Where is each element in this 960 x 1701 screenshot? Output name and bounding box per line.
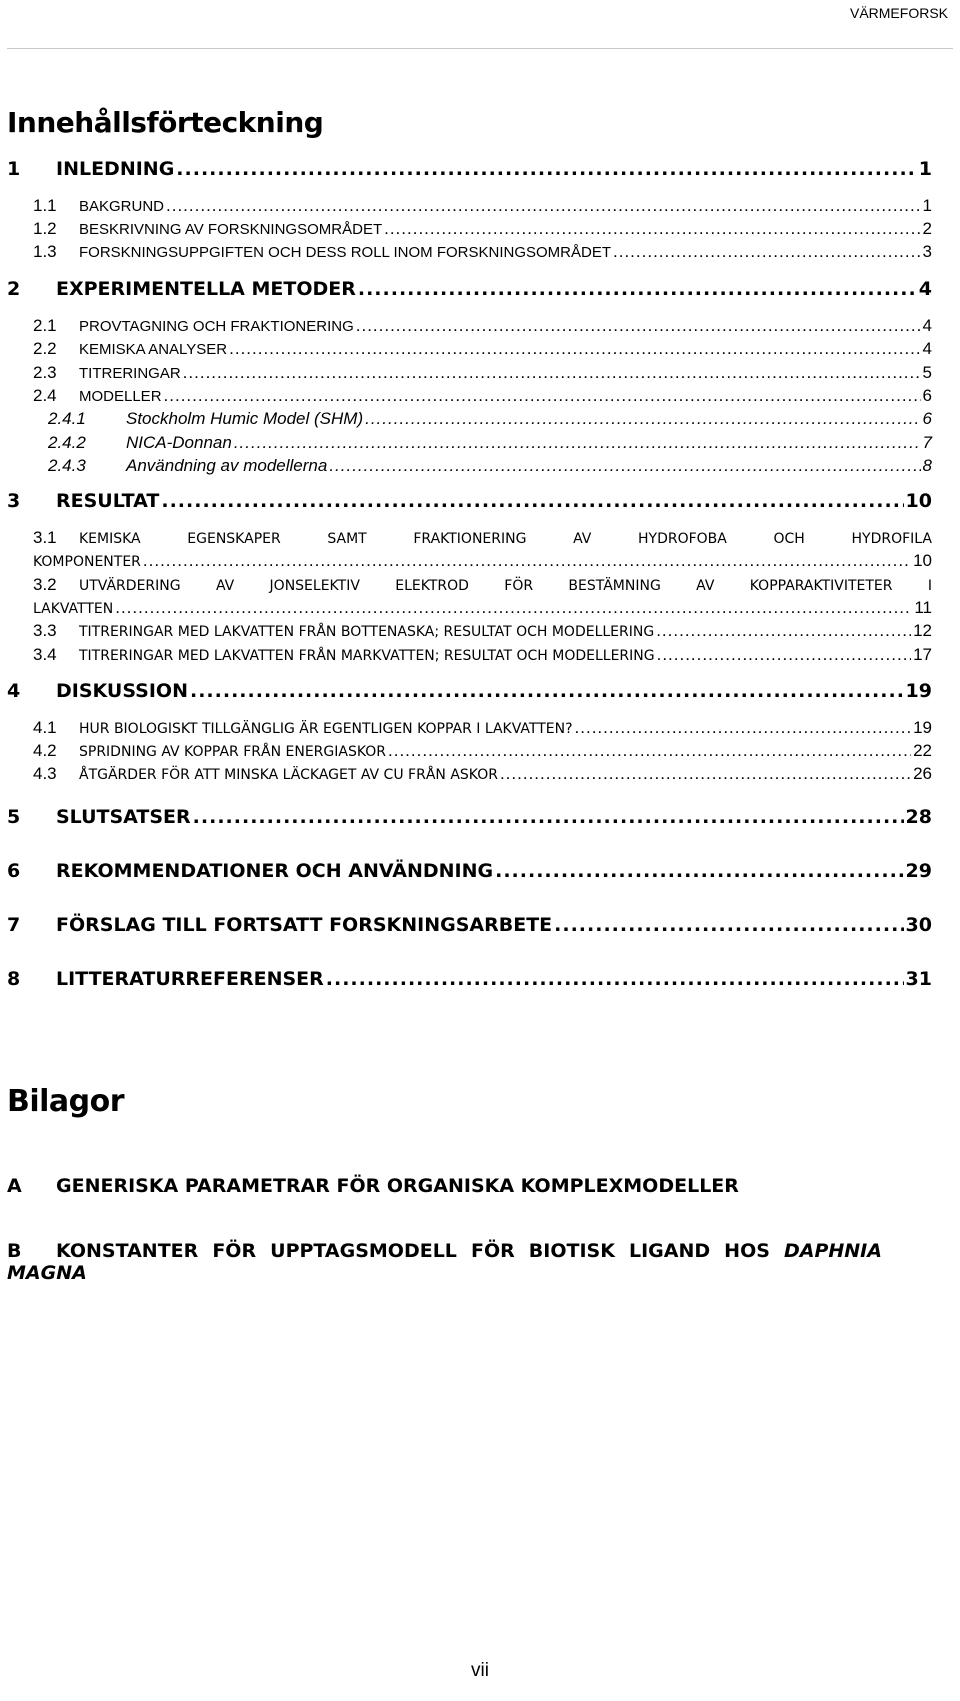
toc-title-word: I bbox=[927, 578, 932, 594]
toc-entry-2-4-2[interactable] bbox=[48, 433, 932, 453]
appendix-title-word: FÖR bbox=[470, 1240, 515, 1262]
toc-leader bbox=[356, 316, 921, 336]
appendix-a[interactable] bbox=[7, 1175, 882, 1197]
toc-title: BESKRIVNING AV FORSKNINGSOMRÅDET bbox=[79, 221, 383, 238]
toc-num: 4.2 bbox=[33, 741, 57, 760]
toc-leader bbox=[234, 433, 921, 453]
toc-leader bbox=[164, 386, 921, 406]
toc-num: 3.4 bbox=[33, 645, 57, 664]
toc-entry-2-1[interactable] bbox=[33, 316, 932, 336]
toc-page: 29 bbox=[905, 860, 932, 882]
header-label: VÄRMEFORSK bbox=[849, 5, 948, 21]
appendix-num: B bbox=[7, 1240, 22, 1262]
toc-title-word: AV bbox=[696, 578, 715, 594]
toc-title-word: BESTÄMNING bbox=[568, 578, 661, 594]
toc-page: 26 bbox=[913, 764, 932, 783]
toc-title-word: HYDROFOBA bbox=[638, 531, 727, 547]
toc-title: HUR BIOLOGISKT TILLGÄNGLIG ÄR EGENTLIGEN KOPPAR I LAKVATTEN? bbox=[79, 721, 573, 737]
toc-page: 4 bbox=[922, 339, 932, 358]
appendix-title-word: KONSTANTER bbox=[56, 1240, 199, 1262]
toc-leader bbox=[365, 409, 920, 429]
toc-title: INLEDNING bbox=[56, 158, 175, 180]
toc-title: BAKGRUND bbox=[79, 198, 165, 215]
toc-entry-2-4-3[interactable] bbox=[48, 456, 932, 476]
toc-title: Stockholm Humic Model (SHM) bbox=[126, 409, 364, 428]
toc-entry-1[interactable] bbox=[7, 158, 932, 180]
appendix-title bbox=[56, 1240, 882, 1262]
toc-entry-5[interactable] bbox=[7, 806, 932, 828]
toc-title: FORSKNINGSUPPGIFTEN OCH DESS ROLL INOM FORSKNINGSOMRÅDET bbox=[79, 244, 612, 261]
appendix-title-word: UPPTAGSMODELL bbox=[270, 1240, 457, 1262]
toc-page: 1 bbox=[922, 196, 932, 215]
toc-page: 10 bbox=[913, 551, 932, 570]
appendix-title-word: BIOTISK bbox=[528, 1240, 615, 1262]
toc-num: 3.1 bbox=[33, 528, 57, 547]
toc-num: 2.4.2 bbox=[48, 433, 86, 452]
toc-page: 5 bbox=[922, 363, 932, 382]
toc-page: 17 bbox=[913, 645, 932, 664]
toc-heading: Innehållsförteckning bbox=[7, 106, 324, 139]
toc-page: 31 bbox=[905, 968, 932, 990]
toc-page: 8 bbox=[922, 456, 932, 475]
toc-title-word: OCH bbox=[773, 531, 805, 547]
toc-num: 3.3 bbox=[33, 621, 57, 640]
toc-title-word: AV bbox=[215, 578, 235, 594]
toc-leader bbox=[329, 456, 920, 476]
toc-num: 2.4 bbox=[33, 386, 57, 405]
toc-leader bbox=[115, 598, 912, 618]
toc-page: 19 bbox=[913, 718, 932, 737]
toc-title-word: AV bbox=[573, 531, 592, 547]
toc-page: 1 bbox=[918, 158, 932, 180]
toc-title-line2: KOMPONENTER bbox=[33, 554, 141, 570]
toc-num: 2.3 bbox=[33, 363, 57, 382]
toc-num: 2.2 bbox=[33, 339, 57, 358]
toc-title-word: SAMT bbox=[327, 531, 367, 547]
toc-entry-6[interactable] bbox=[7, 860, 932, 882]
toc-entry-4-2[interactable] bbox=[33, 741, 932, 761]
toc-leader bbox=[388, 741, 911, 761]
toc-num: 4.1 bbox=[33, 718, 57, 737]
toc-num: 2.4.3 bbox=[48, 456, 86, 475]
toc-num: 4.3 bbox=[33, 764, 57, 783]
toc-num: 4 bbox=[7, 680, 21, 702]
toc-num: 1.1 bbox=[33, 196, 57, 215]
toc-page: 19 bbox=[905, 680, 932, 702]
toc-num: 5 bbox=[7, 806, 21, 828]
toc-leader bbox=[143, 551, 911, 571]
toc-page: 7 bbox=[922, 433, 932, 452]
toc-leader bbox=[657, 645, 911, 665]
toc-entry-3-1-cont[interactable] bbox=[33, 551, 932, 571]
toc-entry-2-3[interactable] bbox=[33, 363, 932, 383]
toc-title: EXPERIMENTELLA METODER bbox=[56, 278, 356, 300]
toc-page: 11 bbox=[914, 598, 932, 617]
toc-num: 1.3 bbox=[33, 242, 57, 261]
toc-num: 2.1 bbox=[33, 316, 57, 335]
toc-leader bbox=[183, 363, 921, 383]
toc-num: 8 bbox=[7, 968, 21, 990]
toc-leader bbox=[500, 764, 911, 784]
appendices-heading: Bilagor bbox=[7, 1084, 125, 1119]
toc-entry-2-2[interactable] bbox=[33, 339, 932, 359]
toc-page: 12 bbox=[913, 621, 932, 640]
toc-entry-1-2[interactable] bbox=[33, 219, 932, 239]
toc-leader bbox=[358, 278, 917, 300]
toc-title: LITTERATURREFERENSER bbox=[56, 968, 324, 990]
toc-leader bbox=[384, 219, 920, 239]
toc-leader bbox=[575, 718, 912, 738]
toc-leader bbox=[166, 196, 921, 216]
toc-title: RESULTAT bbox=[56, 490, 160, 512]
toc-page: 4 bbox=[922, 316, 932, 335]
toc-leader bbox=[161, 490, 903, 512]
toc-title-line1 bbox=[79, 531, 932, 547]
toc-entry-3[interactable] bbox=[7, 490, 932, 512]
toc-page: 10 bbox=[905, 490, 932, 512]
toc-leader bbox=[613, 242, 921, 262]
toc-title-word: FÖR bbox=[504, 578, 534, 594]
toc-num: 6 bbox=[7, 860, 21, 882]
toc-entry-4-3[interactable] bbox=[33, 764, 932, 784]
toc-entry-3-2[interactable] bbox=[33, 575, 932, 595]
toc-entry-4[interactable] bbox=[7, 680, 932, 702]
toc-title: NICA-Donnan bbox=[126, 433, 232, 452]
toc-num: 7 bbox=[7, 914, 21, 936]
appendix-b-line1 bbox=[7, 1240, 882, 1262]
toc-entry-1-3[interactable] bbox=[33, 242, 932, 262]
header-rule bbox=[7, 48, 953, 49]
toc-title: ÅTGÄRDER FÖR ATT MINSKA LÄCKAGET AV CU FRÅN ASKOR bbox=[79, 767, 498, 783]
toc-title: SPRIDNING AV KOPPAR FRÅN ENERGIASKOR bbox=[79, 744, 387, 760]
toc-title: DISKUSSION bbox=[56, 680, 188, 702]
toc-num: 1 bbox=[7, 158, 21, 180]
toc-title-line1 bbox=[79, 578, 932, 594]
appendix-num: A bbox=[7, 1175, 22, 1197]
toc-num: 3 bbox=[7, 490, 21, 512]
toc-title-word: HYDROFILA bbox=[851, 531, 932, 547]
appendix-title-italic: DAPHNIA bbox=[783, 1240, 882, 1262]
toc-title: FÖRSLAG TILL FORTSATT FORSKNINGSARBETE bbox=[56, 914, 553, 936]
toc-title-word: KEMISKA bbox=[79, 531, 141, 547]
toc-title-word: JONSELEKTIV bbox=[269, 578, 360, 594]
toc-page: 22 bbox=[913, 741, 932, 760]
toc-entry-4-1[interactable] bbox=[33, 718, 932, 738]
toc-title: TITRERINGAR bbox=[79, 365, 181, 382]
toc-leader bbox=[229, 339, 920, 359]
toc-leader bbox=[656, 621, 911, 641]
toc-leader bbox=[190, 680, 904, 702]
toc-leader bbox=[554, 914, 903, 936]
toc-entry-3-2-cont[interactable] bbox=[33, 598, 932, 618]
appendix-title-word: LIGAND bbox=[628, 1240, 711, 1262]
toc-title: Användning av modellerna bbox=[126, 456, 328, 475]
appendix-title-word: FÖR bbox=[212, 1240, 257, 1262]
appendix-title-word: HOS bbox=[724, 1240, 770, 1262]
toc-page: 6 bbox=[922, 386, 932, 405]
appendix-title: GENERISKA PARAMETRAR FÖR ORGANISKA KOMPLEXMODELLER bbox=[56, 1175, 739, 1197]
toc-title-line2: LAKVATTEN bbox=[33, 601, 114, 617]
appendix-b-line2 bbox=[7, 1262, 882, 1284]
toc-page: 3 bbox=[922, 242, 932, 261]
toc-page: 6 bbox=[922, 409, 932, 428]
toc-title-word: FRAKTIONERING bbox=[413, 531, 527, 547]
toc-entry-2-4-1[interactable] bbox=[48, 409, 932, 429]
toc-leader bbox=[193, 806, 904, 828]
toc-page: 28 bbox=[905, 806, 932, 828]
toc-entry-2[interactable] bbox=[7, 278, 932, 300]
toc-title-word: UTVÄRDERING bbox=[79, 578, 181, 594]
toc-leader bbox=[495, 860, 903, 882]
toc-leader bbox=[176, 158, 916, 180]
toc-num: 2 bbox=[7, 278, 21, 300]
toc-entry-7[interactable] bbox=[7, 914, 932, 936]
toc-page: 30 bbox=[905, 914, 932, 936]
toc-title-word: ELEKTROD bbox=[395, 578, 469, 594]
toc-num: 3.2 bbox=[33, 575, 57, 594]
toc-entry-2-4[interactable] bbox=[33, 386, 932, 406]
toc-page: 4 bbox=[918, 278, 932, 300]
toc-title: TITRERINGAR MED LAKVATTEN FRÅN BOTTENASKA; RESULTAT OCH MODELLERING bbox=[79, 624, 655, 640]
toc-title: PROVTAGNING OCH FRAKTIONERING bbox=[79, 318, 354, 335]
toc-entry-3-1[interactable] bbox=[33, 528, 932, 548]
toc-title-word: EGENSKAPER bbox=[187, 531, 281, 547]
toc-title: SLUTSATSER bbox=[56, 806, 191, 828]
toc-title: REKOMMENDATIONER OCH ANVÄNDNING bbox=[56, 860, 494, 882]
toc-title-word: KOPPARAKTIVITETER bbox=[749, 578, 893, 594]
toc-entry-3-4[interactable] bbox=[33, 645, 932, 665]
toc-leader bbox=[326, 968, 904, 990]
toc-title: KEMISKA ANALYSER bbox=[79, 341, 228, 358]
toc-title: TITRERINGAR MED LAKVATTEN FRÅN MARKVATTEN; RESULTAT OCH MODELLERING bbox=[79, 648, 655, 664]
toc-page: 2 bbox=[922, 219, 932, 238]
appendix-b[interactable] bbox=[7, 1240, 882, 1284]
toc-num: 1.2 bbox=[33, 219, 57, 238]
appendix-title-italic: MAGNA bbox=[7, 1262, 87, 1284]
toc-entry-8[interactable] bbox=[7, 968, 932, 990]
toc-entry-3-3[interactable] bbox=[33, 621, 932, 641]
toc-title: MODELLER bbox=[79, 388, 162, 405]
toc-num: 2.4.1 bbox=[48, 409, 86, 428]
toc-entry-1-1[interactable] bbox=[33, 196, 932, 216]
page-number: vii bbox=[471, 1660, 489, 1681]
